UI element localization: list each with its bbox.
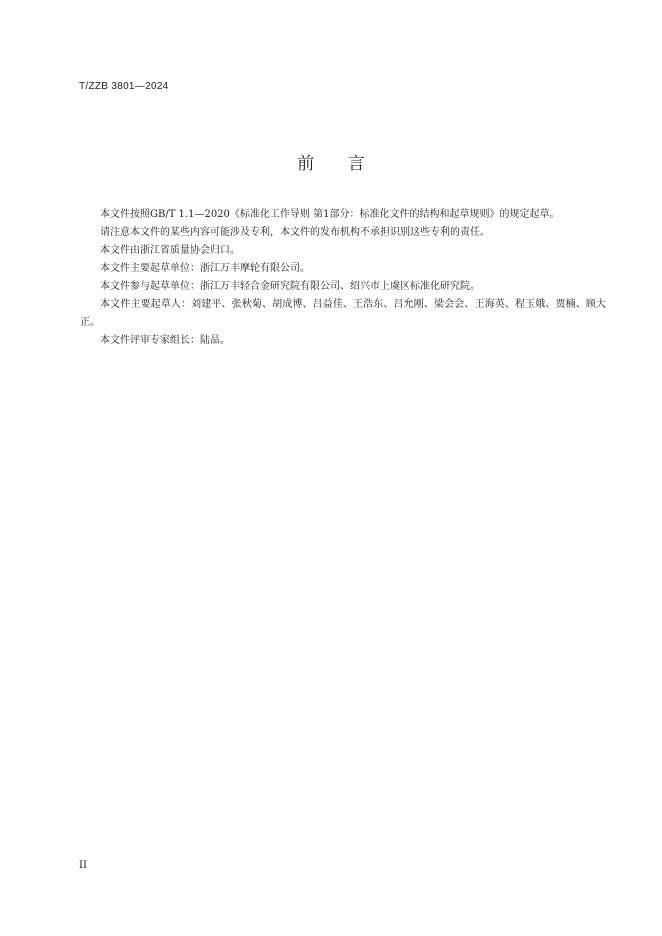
paragraph-main-drafting-unit: 本文件主要起草单位：浙江万丰摩轮有限公司。 — [100, 263, 310, 274]
paragraph-main-drafters: 本文件主要起草人：刘建平、张秋菊、胡成博、吕益佳、王浩东、吕允刚、梁会会、王海英、程玉娥、贾楠、顾大正。 — [80, 299, 606, 328]
document-code: T/ZZB 3801—2024 — [79, 81, 169, 92]
paragraph-standard-basis: 本文件按照GB/T 1.1—2020《标准化工作导则 第1部分：标准化文件的结构和起草规则》的规定起草。 — [100, 209, 560, 220]
foreword-body — [80, 206, 606, 350]
paragraph-review-leader: 本文件评审专家组长：陆品。 — [100, 335, 230, 346]
page-number: II — [79, 860, 87, 871]
page-title: 前 言 — [297, 154, 379, 174]
paragraph-patent-notice: 请注意本文件的某些内容可能涉及专利，本文件的发布机构不承担识别这些专利的责任。 — [100, 227, 490, 238]
paragraph-responsible-body: 本文件由浙江省质量协会归口。 — [100, 245, 240, 256]
paragraph-participating-units: 本文件参与起草单位：浙江万丰轻合金研究院有限公司、绍兴市上虞区标准化研究院。 — [100, 281, 480, 292]
